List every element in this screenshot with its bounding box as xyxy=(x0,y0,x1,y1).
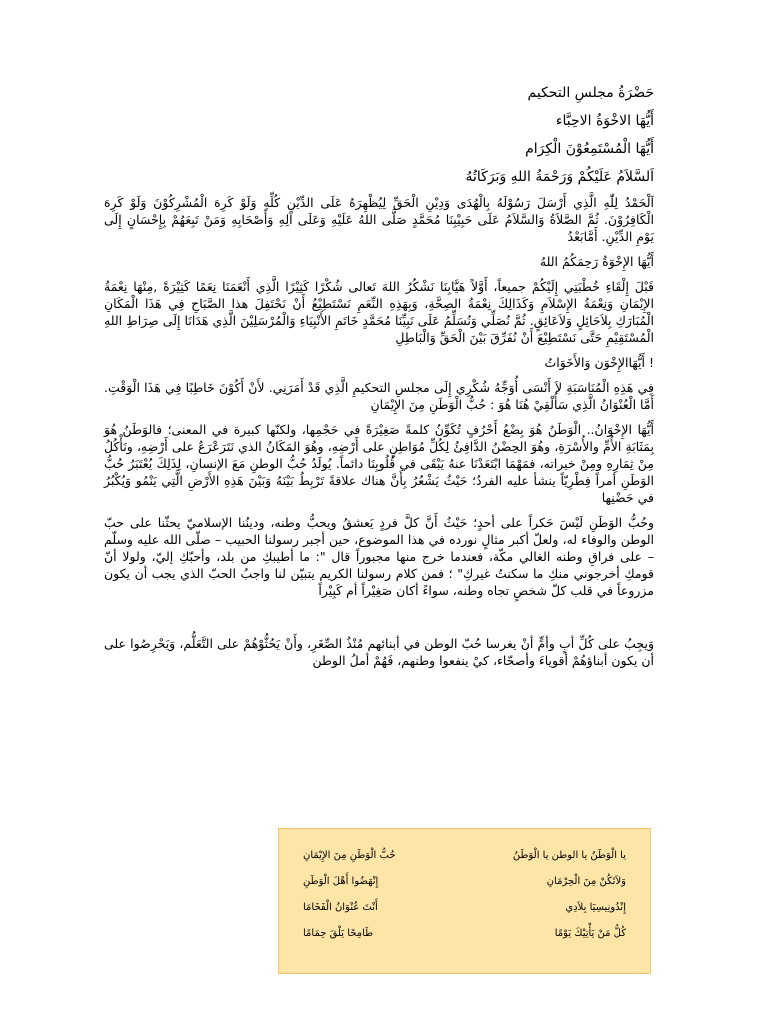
poem-box xyxy=(278,828,651,974)
brothers-sisters-address: ! أَيُّهَاالإِخْوَن وَالأَخَوَاتُ xyxy=(544,355,654,370)
poem-row xyxy=(303,875,626,901)
poem-row xyxy=(303,849,626,875)
poem-verse-left: طَامِحًا يَلْقَ حِمَامًا xyxy=(303,928,374,939)
poem-verse-right: وَلاَتَكُنْ مِنَ الْحِرْمَانِ xyxy=(546,876,626,887)
poem-verse-right: يا الْوَطَنُ يا الوطن يا الْوَطَنُ xyxy=(512,850,626,861)
gratitude-paragraph: قَبْلَ إِلْقَاءِ خُطْبَتِي إِلَيْكُمْ جميعاً، أَوَّلاً هَيَّابِنَا نَشْكُرُ اللهَ تَعالى شُكْرًا كَثِيْرًا الَّذِي أَنْعَمَنَا نِعَمًا كَثِيْرَةً ,مِنْهَا نِعْمَةُ الإِيْمَانِ وَنِعْمَةُ الإِسْلاَمِ وَكَذَالِكَ نِعْمَةُ الصِحَّةِ، وَبِهَذِهِ النِّعَمِ نَسْتَطِيْعُ أَنْ نَحْتَفِلَ هذا الصَّبَاحِ فِي هَذَا الْمَكَانِ الْمُبَارَكِ بِلاَحَائِلٍ وَلاَعَائِقٍ. ثُمَّ نُصَلِّي وَنُسَلِّمُ عَلَى نَبِيِّنَا مُحَمَّدٍ خَاتَمِ الأَنْبِيَاءِ وَالْمُرْسَلِيْنَ الَّذِي هَدَانَا إِلَى صِرَاطِ اللهِ الْمُسْتَقِيْمِ حَتَّى نَسْتَطِيْعَ أَنْ نُفَرِّقَ بَيْنَ الْحَقِّ وَالْبَاطِلِ xyxy=(104,279,654,345)
homeland-definition-paragraph: أَيُّهَا الإِخْوَانُ.. الْوَطَنُ هُوَ بِضْعُ أَحْرُفٍ تُكَوِّنُ كلمةً صَغِيْرَةً في حَجْمِها، ولكنّها كبيرة في المعنى؛ فالوَطَنُ هُوَ بِمَثَابَةِ الأُمِّ والأُسْرَةِ، وهُوَ الحِضْنُ الدَّافِئُ لِكُلِّ مُوَاطِنٍ على أَرْضِهِ، وهُوَ المَكَانُ الذي نَتَرَعْرَعُ على أَرْضِهِ، ونَأْكُلُ مِنْ ثِمَارِهِ ومِنْ خيراته، فمَهْمَا ابْتَعَدْنَا عنهُ يَبْقَى في قُلُوبِنَا دائماً. يُولَدُ حُبُّ الوطنِ مَعَ الإنسانِ، لِذَلِكَ يُعْتَبَرُ حُبُّ الوَطَنِ أمراً فِطْرِيّاً ينشأ عليه الفردُ؛ حَيْثُ يَشْعُرُ بِأَنَّ هناك علاقةً تَرْبِطُ بَيْنَهُ وَبَيْنَ هَذِهِ الأَرْضِ الَّتِي يَنْمُو وَيُكْبُرُ في حَضْنِها xyxy=(104,422,654,505)
poem-verse-right: إِنْدُونِيسِيَا بِلاَدِي xyxy=(565,902,626,913)
poem-verse-left: حُبُّ الْوَطَنِ مِنَ الإِيْمَانِ xyxy=(303,850,396,861)
opening-praise: اَلْحَمْدُ لِلّٰهِ الَّذِي أَرْسَلَ رَسُوْلَهُ بِالْهُدَى وَدِيْنِ الْحَقِّ لِيُظْهِرَهُ عَلَى الدِّيْنِ كُلِّهِ وَلَوْ كَرِهَ الْمُشْرِكُوْنَ وَلَوْ كَرِهَ الْكَافِرُوْنَ. ثُمَّ الصَّلاَةُ وَالسَّلاَمُ عَلَى حَبِيْبِنَا مُحَمَّدٍ صَلَّى اللهُ عَلَيْهِ وَعَلَى آلِهِ وَأَصْحَابِهِ وَمَنْ تَبِعَهُمْ بِإِحْسَانٍ إِلَى يَوْمِ الدِّيْنِ. أَمَّابَعْدُ xyxy=(104,195,654,244)
poem-row xyxy=(303,927,626,953)
poem-verse-left: إِنْهَضُوا أَهْلَ الْوَطَنِ xyxy=(303,876,379,887)
address-line-2: أَيُّهَا الاخْوَةُ الاحِبَّاء xyxy=(555,113,654,129)
parents-duty-paragraph: وَيجِبُ على كُلِّ أبٍ وأمٍّ أنْ يغرسا حُبّ الوطن في أبنائهم مُنْذُ الصِّغَرِ، وأَنْ يَحُثُّوْهُمْ على التَّعَلُّم، وَيَحْرِصُوا على أن يكون أبناؤهُمْ أقوياءَ وأصحّاء، كيْ ينفعوا وطنهم، فَهُمْ أملُ الوطن xyxy=(104,636,654,668)
speech-page xyxy=(104,82,654,677)
poem-verse-left: أَنْتَ عُنْوَانُ الْفَخَامَا xyxy=(303,902,378,913)
brothers-address: أَيُّهَا الإِخْوَةُ رَحِمَكُمُ اللهُ xyxy=(539,254,654,269)
address-line-3: أَيُّهَا الْمُسْتَمِعُوْنَ الْكِرَام xyxy=(525,141,654,157)
love-of-homeland-paragraph: وحُبُّ الوَطَنِ لَيْسَ حَكراً على أحدٍ؛ حَيْثُ أَنَّ كلَّ فردٍ يَعشقُ ويحبُّ وطنه، ودينُنا الإسلاميّ يحثّنا على حبّ الوطن والوفاء له، ولعلّ أكبر مثالٍ نورده في هذا الموضوع، حين أجبر رسولنا الحبيب – صلّى الله عليه وسلّم – على فراقِ وطنه الغالي مكّة، فعندما خرج منها مجبوراً قال ": ما أطيبكِ من بلد، وأحبّكِ إليّ، ولولا أنّ قومكِ أخرجوني منكِ ما سكنتُ غيركِ" ؛ فمن كلام رسولنا الكريم يتبيّن لنا واجبُ الحبّ الذي يجب أن يكون مزروعاً في قلب كلّ شخصٍ تجاه وطنه، سواءً أكان صَغِيْراً أم كَبِيْراً xyxy=(104,515,654,598)
poem-verse-right: كُلُّ مَنْ يَأْتِيْكَ يَوْمًا xyxy=(554,928,626,939)
greeting-line: اَلسَّلاَمُ عَلَيْكُمْ وَرَحْمَةُ اللهِ وَبَرَكَاتُهُ xyxy=(465,169,654,185)
topic-paragraph: فِي هَذِهِ الْمُنَاسَبَةِ لاَ أَنْسَى أُوَجِّهُ شُكْرِي إِلَى مجلسِ التحكيمِ الَّذِي قَدْ أَمَرَنِي. لأَنْ أَكُوْنَ خَاطِبًا فِي هَذَا الْوَقْتِ. أَمَّا الْعُنْوَانُ الَّذِي سَأُلْقِيْ هُنَا هُوَ : حُبُّ الْوَطَنِ مِنَ الإِيْمَانِ xyxy=(104,380,654,412)
poem-row xyxy=(303,901,626,927)
address-line-1: حَضْرَةُ مجلسِ التحكيم xyxy=(527,85,654,101)
